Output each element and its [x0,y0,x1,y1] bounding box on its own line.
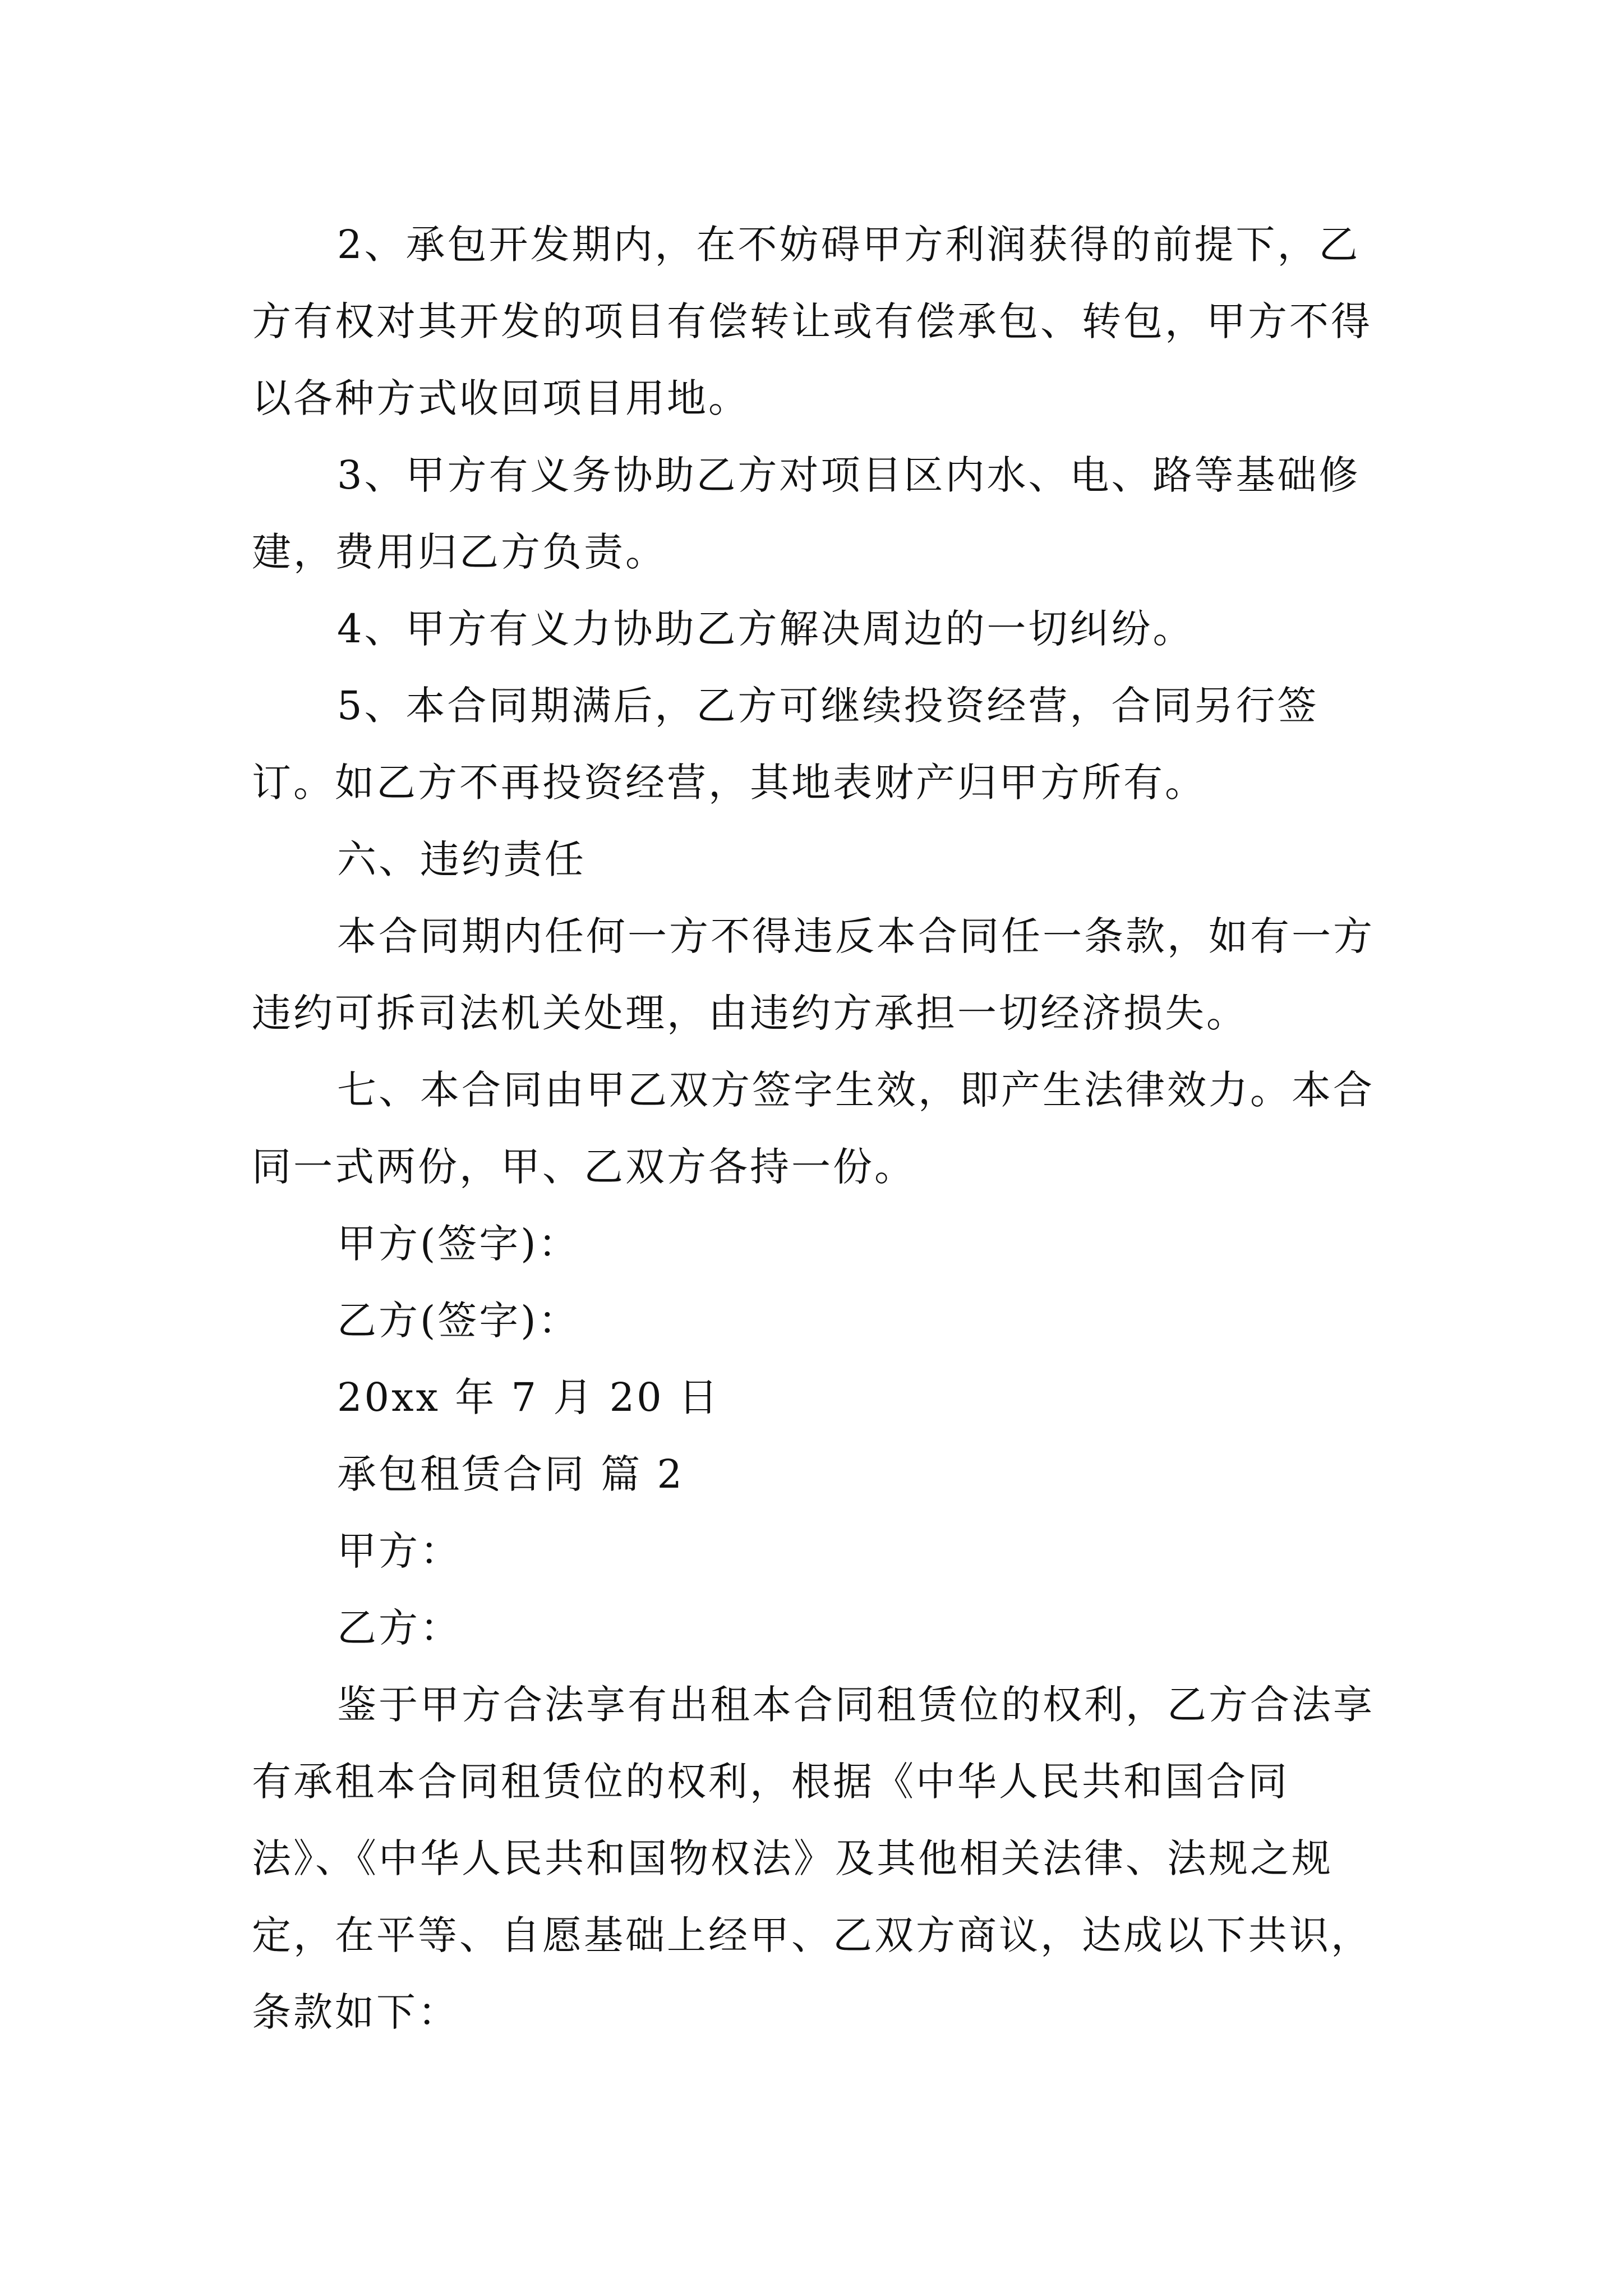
party-b-line: 乙方： [337,1605,462,1651]
clause-2-paragraph: 2、承包开发期内，在不妨碍甲方利润获得的前提下，乙方有权对其开发的项目有偿转让或有偿承包、转包，甲方不得以各种方式收回项目用地。 [252,222,1372,421]
contract-title-part-2: 承包租赁合同 篇 2 [337,1451,685,1497]
clause-5-paragraph: 5、本合同期满后，乙方可继续投资经营，合同另行签订。如乙方不再投资经营，其地表财产归甲方所有。 [252,683,1319,806]
date-line: 20xx 年 7 月 20 日 [337,1374,720,1420]
party-a-line: 甲方： [337,1528,462,1574]
clause-3-paragraph: 3、甲方有义务协助乙方对项目区内水、电、路等基础修建，费用归乙方负责。 [252,452,1361,575]
clause-4-paragraph: 4、甲方有义力协助乙方解决周边的一切纠纷。 [337,606,1195,652]
party-b-signature-line: 乙方(签字)： [337,1297,580,1343]
document-body [252,206,1385,2051]
party-a-signature-line: 甲方(签字)： [337,1221,580,1267]
section-effect-paragraph: 七、本合同由甲乙双方签字生效，即产生法律效力。本合同一式两份，甲、乙双方各持一份。 [252,1067,1375,1190]
breach-paragraph: 本合同期内任何一方不得违反本合同任一条款，如有一方违约可拆司法机关处理，由违约方承担一切经济损失。 [252,913,1375,1036]
section-heading-breach: 六、违约责任 [337,836,586,882]
preamble-paragraph: 鉴于甲方合法享有出租本合同租赁位的权利，乙方合法享有承租本合同租赁位的权利，根据《中华人民共和国合同法》、《中华人民共和国物权法》及其他相关法律、法规之规定，在平等、自愿基础上经甲、乙双方商议，达成以下共识，条款如下： [252,1682,1375,2035]
